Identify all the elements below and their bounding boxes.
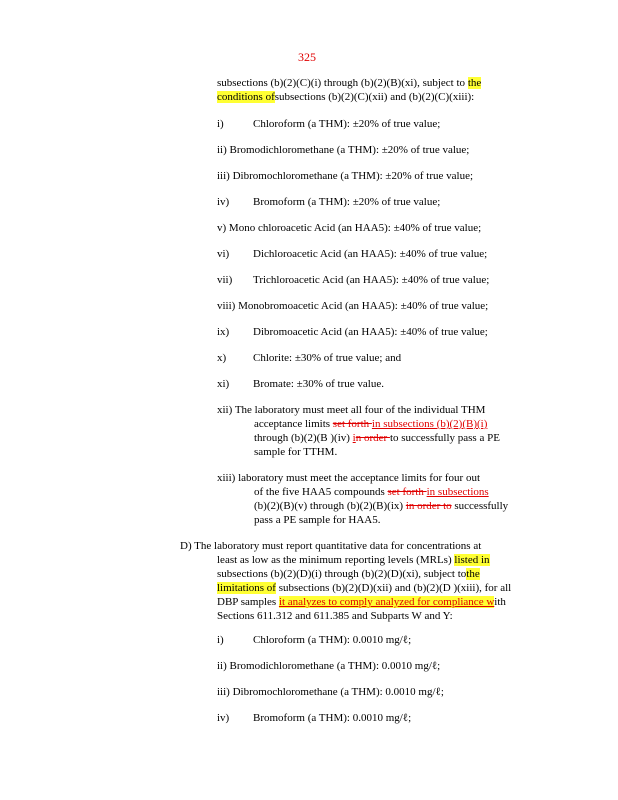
xii-line-1: xii) The laboratory must meet all four of the individual THM	[217, 404, 486, 416]
deleted-text: set forth	[332, 418, 372, 430]
xiii-line-3	[254, 500, 508, 513]
deleted-text: in order to	[405, 500, 452, 512]
item-label: vii)	[217, 274, 233, 286]
text: subsections (b)(2)(D)(i) through (b)(2)(D)(xi), subject to	[217, 568, 467, 580]
text: DBP samples	[217, 596, 279, 608]
list-item	[217, 300, 488, 313]
text: subsections (b)(2)(D)(xii) and (b)(2)(D )(xiii), for all	[275, 582, 512, 594]
item-label: iv)	[217, 196, 230, 208]
item-text: Bromate: ±30% of true value.	[253, 378, 384, 390]
item-text: Trichloroacetic Acid (an HAA5): ±40% of true value;	[253, 274, 490, 286]
text: least as low as the minimum reporting levels (MRLs)	[217, 554, 455, 566]
xiii-line-2	[254, 486, 489, 499]
text: through (b)(2)(B )(iv)	[254, 432, 353, 444]
list-item	[217, 170, 473, 183]
item-label: iii)	[217, 170, 230, 182]
intro-text: subsections (b)(2)(C)(i) through (b)(2)(B)(xi), subject to	[217, 77, 468, 89]
item-label: iii)	[217, 686, 230, 698]
item-text: Dibromochloromethane (a THM): 0.0010 mg/ℓ;	[232, 686, 444, 698]
item-label: viii)	[217, 300, 236, 312]
item-text: Dichloroacetic Acid (an HAA5): ±40% of true value;	[253, 248, 488, 260]
list-item	[217, 378, 384, 391]
text: to successfully pass a PE	[389, 432, 500, 444]
highlight: conditions of	[217, 91, 275, 103]
item-label: xi)	[217, 378, 230, 390]
list-item	[217, 686, 444, 699]
xiii-line-4: pass a PE sample for HAA5.	[254, 514, 381, 526]
inserted-text: i	[352, 432, 356, 444]
highlight: listed in	[454, 554, 490, 566]
highlight: limitations of	[217, 582, 276, 594]
text: of the five HAA5 compounds	[254, 486, 388, 498]
list-item	[217, 326, 488, 339]
d-line-3	[217, 568, 480, 581]
item-label: i)	[217, 118, 224, 130]
item-text: Dibromochloromethane (a THM): ±20% of true value;	[232, 170, 474, 182]
intro-line-1	[217, 77, 481, 90]
list-item	[217, 248, 488, 261]
item-label: v)	[217, 222, 227, 234]
list-item	[217, 196, 441, 209]
deleted-text: n order	[355, 432, 390, 444]
highlight: the	[466, 568, 480, 580]
intro-text: subsections (b)(2)(C)(xii) and (b)(2)(C)(xiii):	[274, 91, 475, 103]
item-text: Bromoform (a THM): ±20% of true value;	[253, 196, 441, 208]
item-label: ii)	[217, 144, 227, 156]
text: successfully	[451, 500, 509, 512]
text: (b)(2)(B)(v) through (b)(2)(B)(ix)	[254, 500, 406, 512]
highlight: the	[467, 77, 482, 89]
inserted-text: in subsections	[426, 486, 489, 498]
d-line-6: Sections 611.312 and 611.385 and Subparts W and Y:	[217, 610, 453, 622]
item-text: Monobromoacetic Acid (an HAA5): ±40% of true value;	[238, 300, 489, 312]
d-line-1: D) The laboratory must report quantitative data for concentrations at	[180, 540, 482, 552]
page-number: 325	[298, 50, 316, 64]
item-text: Chloroform (a THM): ±20% of true value;	[253, 118, 441, 130]
item-text: Chloroform (a THM): 0.0010 mg/ℓ;	[253, 634, 412, 646]
highlight-inserted-text: it analyzes to comply analyzed for compliance w	[278, 596, 495, 608]
item-label: ix)	[217, 326, 230, 338]
inserted-text: in subsections (b)(2)(B)(i)	[371, 418, 488, 430]
list-item	[217, 144, 469, 157]
item-label: ii)	[217, 660, 227, 672]
deleted-text: set forth	[387, 486, 427, 498]
d-line-4	[217, 582, 511, 595]
item-text: Bromoform (a THM): 0.0010 mg/ℓ;	[253, 712, 412, 724]
list-item	[217, 660, 440, 673]
list-item	[217, 634, 412, 647]
item-text: Dibromoacetic Acid (an HAA5): ±40% of true value;	[253, 326, 488, 338]
xii-line-2	[254, 418, 487, 431]
item-text: Chlorite: ±30% of true value; and	[253, 352, 402, 364]
list-item	[217, 274, 490, 287]
item-label: i)	[217, 634, 224, 646]
list-item	[217, 712, 412, 725]
intro-line-2	[217, 91, 474, 104]
d-line-5	[217, 596, 506, 609]
xii-line-3	[254, 432, 500, 445]
d-line-2	[217, 554, 490, 567]
list-item	[217, 118, 441, 131]
xii-line-4: sample for TTHM.	[254, 446, 338, 458]
item-label: iv)	[217, 712, 230, 724]
item-text: Bromodichloromethane (a THM): 0.0010 mg/ℓ;	[229, 660, 441, 672]
text: ith	[494, 596, 506, 608]
item-label: x)	[217, 352, 227, 364]
item-text: Bromodichloromethane (a THM): ±20% of true value;	[229, 144, 470, 156]
list-item	[217, 222, 481, 235]
text: acceptance limits	[254, 418, 333, 430]
item-label: vi)	[217, 248, 230, 260]
item-text: Mono chloroacetic Acid (an HAA5): ±40% of true value;	[228, 222, 482, 234]
xiii-line-1: xiii) laboratory must meet the acceptance limits for four out	[217, 472, 480, 484]
list-item	[217, 352, 402, 365]
